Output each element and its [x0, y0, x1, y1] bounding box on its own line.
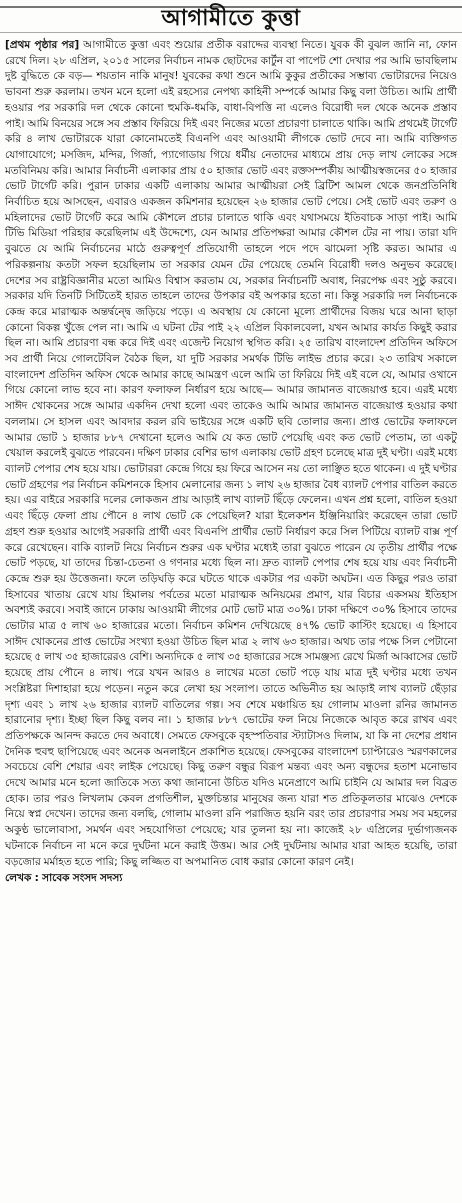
article-headline: আগামীতে কুত্তা	[161, 6, 301, 31]
author-line: লেখক : সাবেক সংসদ সদস্য	[5, 872, 123, 885]
article-paragraph	[5, 38, 457, 870]
continuation-tag: [প্রথম পৃষ্ঠার পর]	[5, 39, 80, 51]
headline-bottom-rule	[0, 32, 462, 33]
article-body	[5, 38, 457, 1197]
article-text: আগামীতে কুত্তা এবং শুয়োর প্রতীক বরাদ্দের ব্যবস্থা নিতে। যুবক কী বুঝল জানি না, ফোন রেখে দিল। ২৮ এপ্রিল, ২০১৫ সালের নির্বাচন নামক ছোটদের কার্টুন বা পাপেট শো দেখার পর আমি ভাবছিলাম দুষ্ট বুদ্ধিতে কে বড়— শয়তান নাকি মানুষ! যুবকের কথা শুনে আমি কুকুর প্রতীকের সম্ভাব্য ভোটারদের নিয়েও ভাবনা শুরু করলাম। তখন মনে হলো এই রহস্যের নেপথ্য কাহিনী সম্পর্কে আমার কিছু বলা উচিত। আমি প্রার্থী হওয়ার পর সরকারি দল থেকে কোনো হুমকি-ধমকি, বাধা-বিপত্তি না এলেও বিরোধী দল থেকে অনেক প্রস্তাব পাই। আমি বিনয়ের সঙ্গে সব প্রস্তাব ফিরিয়ে দিই এবং নিজের মতো প্রচারণা চালাতে থাকি। আমি প্রথমেই টার্গেট করি ৪ লাখ ভোটারকে যারা কোনোমতেই বিএনপি এবং আওয়ামী লীগকে ভোট দেবে না। আমি ব্যক্তিগত যোগাযোগে; মসজিদ, মন্দির, গির্জা, প্যাগোডায় গিয়ে ধর্মীয় নেতাদের মাধ্যমে প্রায় দেড় লাখ লোকের সঙ্গে মতবিনিময় করি। আমার নির্বাচনী এলাকার প্রায় ৫০ হাজার ভোট এবং রক্তসম্পর্কীয় আত্মীয়স্বজনের ৫০ হাজার ভোট টার্গেট করি। পুরান ঢাকার একটি এলাকায় আমার আত্মীয়রা সেই ব্রিটিশ আমল থেকে জনপ্রতিনিধি নির্বাচিত হয়ে আসছেন, এবারও একজন কমিশনার হয়েছেন ২৬ হাজার ভোট পেয়ে। সেই ভোট এবং তরুণ ও মহিলাদের ভোট টার্গেট করে আমি কৌশলে প্রচার চালাতে থাকি এবং যথাসময়ে ইতিবাচক সাড়া পাই। আমি টিভি মিডিয়া পরিহার করেছিলাম এই উদ্দেশ্যে, যেন আমার প্রতিপক্ষরা আমার কৌশল টের না পায়। তারা যদি বুঝতে যে আমি নির্বাচনের মাঠে গুরুত্বপূর্ণ প্রতিযোগী তাহলে পদে পদে ঝামেলা সৃষ্টি করত। আমার এ পরিকল্পনায় কতটা সফল হয়েছিলাম তা সরকার যেমন টের পেয়েছে তেমনি বিরোধী দলও অনুভব করেছে। দেশের সব রাষ্ট্রবিজ্ঞানীর মতো আমিও বিশ্বাস করতাম যে, সরকার নির্বাচনটি অবাধ, নিরপেক্ষ এবং সুষ্ঠু করবে। সরকার যদি তিনটি সিটিতেই হারত তাহলে তাদের উপকার বই অপকার হতো না। কিন্তু সরকারি দল নির্বাচনকে কেন্দ্র করে মারাত্মক অন্তর্দ্বন্দ্বে জড়িয়ে পড়ে। এ অবস্থায় যে কোনো মূল্যে প্রার্থীদের বিজয় ঘরে আনা ছাড়া কোনো বিকল্প খুঁজে পেল না। আমি এ ঘটনা টের পাই ২২ এপ্রিল বিকালবেলা, যখন আমার কার্যত কিছুই করার ছিল না। আমি প্রচারণা বন্ধ করে দিই এবং এজেন্ট নিয়োগ স্থগিত করি। ২৫ তারিখ বাংলাদেশ প্রতিদিন অফিসে সব প্রার্থী নিয়ে গোলটেবিল বৈঠক ছিল, যা দুটি সরকার সমর্থক টিভি লাইভ প্রচার করে। ২৩ তারিখ সকালে বাংলাদেশ প্রতিদিন অফিস থেকে আমার কাছে আমন্ত্রণ এলে আমি তা ফিরিয়ে দিই এই বলে যে, আমার ওখানে গিয়ে কোনো লাভ হবে না। কারণ ফলাফল নির্ধারণ হয়ে আছে— আমার জামানত বাজেয়াপ্ত হবে। এরই মধ্যে সাঈদ খোকনের সঙ্গে আমার একদিন দেখা হলো এবং তাকেও আমি আমার জামানত বাজেয়াপ্ত হওয়ার কথা বললাম। সে হাসল এবং আবদার করল রবি ভাইয়ের সঙ্গে একটি ছবি তোলার জন্য। প্রাপ্ত ভোটের ফলাফলে আমার ভোট ১ হাজার ৮৮৭ দেখানো হলেও আমি যে কত ভোট পেয়েছি এবং কত ভোট পেতাম, তা একটু খেয়াল করলেই বুঝতে পারবেন। দক্ষিণ ঢাকার বেশির ভাগ এলাকায় ভোট গ্রহণ চলেছে মাত্র দুই ঘণ্টা। এরই মধ্যে ব্যালট পেপার শেষ হয়ে যায়। ভোটাররা কেন্দ্রে গিয়ে হয় ফিরে আসেন নয় তো লাঞ্ছিত হতে থাকেন। এ দুই ঘণ্টার ভোট গ্রহণের পর নির্বাচন কমিশনকে হিসাব মেলানোর জন্য ১ লাখ ২৬ হাজার বৈধ ব্যালট পেপার বাতিল করতে হয়। এর বাইরে সরকারি দলের লোকজন প্রায় আড়াই লাখ ব্যালট ছিঁড়ে ফেলেন। এখন প্রশ্ন হলো, বাতিল হওয়া এবং ছিঁড়ে ফেলা প্রায় পৌনে ৪ লাখ ভোট কে পেয়েছিল? যারা ইলেকশন ইঞ্জিনিয়ারিং করেছেন তারা ভোট গ্রহণ শুরু হওয়ার আগেই সরকারি প্রার্থী এবং বিএনপি প্রার্থীর ভোট নির্ধারণ করে সিল পিটিয়ে ব্যালট বাক্স পূর্ণ করে রেখেছেন। বাকি ব্যালট নিয়ে নির্বাচন শুরুর এক ঘণ্টার মধ্যেই তারা বুঝতে পারেন যে তৃতীয় প্রার্থীর পক্ষে ভোট পড়ছে, যা তাদের চিন্তা-চেতনা ও গণনার মধ্যে ছিল না। দ্রুত ব্যালট পেপার শেষ হয়ে যায় এবং নির্বাচনী কেন্দ্রে শুরু হয় উত্তেজনা। ফলে তড়িঘড়ি করে ঘটতে থাকে একটার পর একটা অঘটন। এত কিছুর পরও তারা হিসাবের খাতায় রেখে যায় হিমালয় পর্বতের মতো মারাত্মক অনিয়মের প্রমাণ, যার বিচার একসময় ইতিহাস অবশ্যই করবে। সবাই জানে ঢাকায় আওয়ামী লীগের মোট ভোট মাত্র ৩০%। ঢাকা দক্ষিণে ৩০% হিসাবে তাদের ভোটার মাত্র ৫ লাখ ৬০ হাজারের মতো। নির্বাচন কমিশন দেখিয়েছে ৪৭% ভোট কাস্টিং হয়েছে। এ হিসাবে সাঈদ খোকনের প্রাপ্ত ভোটের সংখ্যা হওয়া উচিত ছিল মাত্র ২ লাখ ৬৩ হাজার। অথচ তার পক্ষে সিল পেটানো হয়েছে ৫ লাখ ৩৫ হাজারেরও বেশি। অন্যদিকে ৫ লাখ ৩৫ হাজারের সঙ্গে সামঞ্জস্য রেখে মির্জা আব্বাসের ভোট হয়েছে প্রায় পৌনে ৪ লাখ। পরে যখন আরও ৪ লাখের মতো ভোট পড়ে যায় মাত্র দুই ঘণ্টার মধ্যে তখন সংশ্লিষ্টরা দিশাহারা হয়ে পড়েন। নতুন করে লেখা হয় সংলাপ। তাতে অভিনীত হয় আড়াই লাখ ব্যালট ছেঁড়ার দৃশ্য এবং ১ লাখ ২৬ হাজার ব্যালট বাতিলের গল্প। সব শেষে মঞ্চায়িত হয় গোলাম মাওলা রনির জামানত হারানোর দৃশ্য। ইচ্ছা ছিল কিছু বলব না। ১ হাজার ৮৮৭ ভোটের ফল নিয়ে নিজেকে আবৃত করে রাখব এবং প্রতিপক্ষকে আনন্দ করতে দেব অবাধে। সেমতে ফেসবুকে বৃহস্পতিবার স্ট্যাটাসও দিলাম, যা কি না দেশের প্রধান দৈনিক হুবহু ছাপিয়েছে এবং অনেক অনলাইনে প্রকাশিত হয়েছে। ফেসবুকের বাংলাদেশ চ্যাপ্টারেও স্মরণকালের সবচেয়ে বেশি শেয়ার এবং লাইক পেয়েছে। কিছু তরুণ বন্ধুর বিরূপ মন্তব্য এবং অন্য বন্ধুদের হতাশ মনোভাব দেখে আমার মনে হলো জাতিকে সত্য কথা জানানো উচিত যদিও মনেপ্রাণে আমি চাইনি যে আমার দল বিব্রত হোক। তার পরও লিখলাম কেবল প্রগতিশীল, মুক্তচিন্তার মানুষের জন্য যারা শত প্রতিকূলতার মাঝেও দেশকে নিয়ে স্বপ্ন দেখেন। তাদের জন্য বলছি, গোলাম মাওলা রনি পরাজিত হয়নি বরং তার প্রচারণার সময় সব মহলের অকুণ্ঠ ভালোবাসা, সমর্থন এবং সহযোগিতা পেয়েছে; যার তুলনা হয় না। কাজেই ২৮ এপ্রিলের দুর্ভাগ্যজনক ঘটনাকে নির্বাচন না মনে করে দুর্ঘটনা মনে করাই উত্তম। আর সেই দুর্ঘটনায় আমার যারা আহত হয়েছি, তারা বড়জোর মর্মাহত হতে পারি; কিছু লজ্জিত বা অপমানিত বোধ করার কোনো কারণ নেই।	[5, 39, 457, 868]
